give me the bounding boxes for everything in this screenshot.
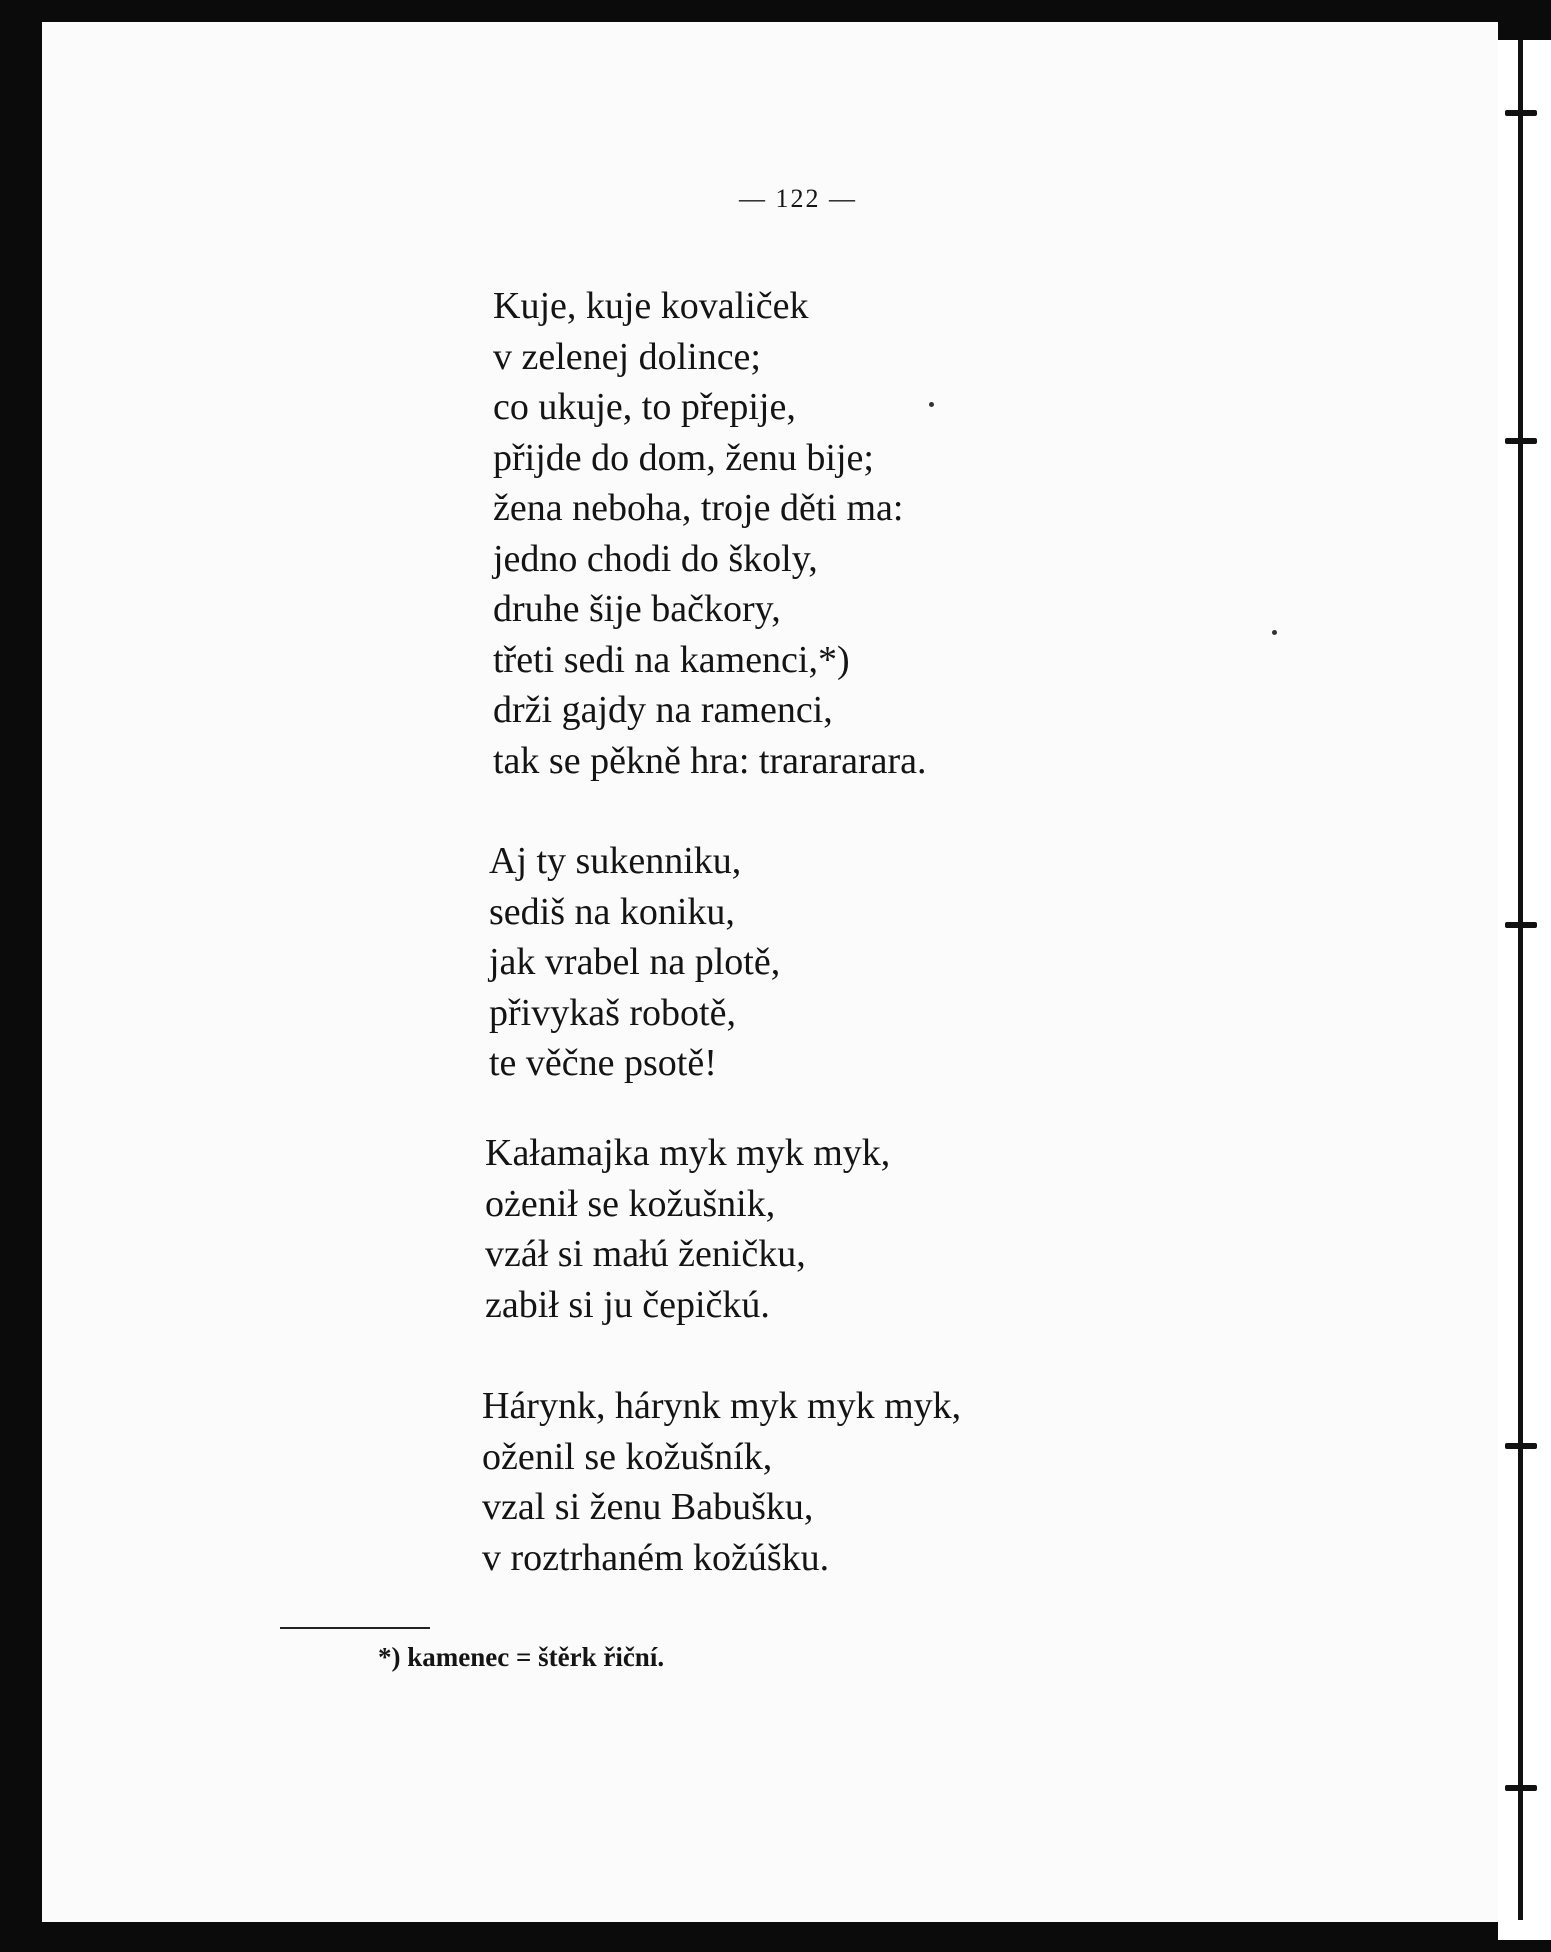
binding-knot xyxy=(1505,438,1537,444)
verse-line: v zelenej dolince; xyxy=(493,335,761,378)
verse-line: žena neboha, troje děti ma: xyxy=(493,487,904,529)
verse-line: Kałamajka myk myk myk, xyxy=(485,1132,891,1174)
verse-line: zabił si ju čepičkú. xyxy=(485,1283,770,1326)
verse-line: oženil se kožušník, xyxy=(482,1435,773,1478)
verse-line: co ukuje, to přepije, xyxy=(493,386,796,428)
stanza xyxy=(482,1381,961,1583)
verse-line: Aj ty sukenniku, xyxy=(489,840,742,882)
binding-knot xyxy=(1505,1785,1537,1791)
footnote-rule xyxy=(280,1627,430,1629)
verse-line: vzal si ženu Babušku, xyxy=(482,1486,814,1528)
stanza xyxy=(489,836,780,1089)
footnote: *) kamenec = štěrk řiční. xyxy=(378,1642,665,1672)
scan-speck xyxy=(1272,630,1277,635)
stanza xyxy=(485,1128,890,1330)
page-binding-edge xyxy=(1498,40,1551,1940)
verse-line: Kuje, kuje kovaliček xyxy=(493,285,809,327)
verse-line: sediš na koniku, xyxy=(489,890,735,933)
verse-line: třeti sedi na kamenci,*) xyxy=(493,638,850,681)
verse-line: jedno chodi do školy, xyxy=(493,537,818,580)
verse-line: v roztrhaném kožúšku. xyxy=(482,1536,830,1579)
binding-cord xyxy=(1518,40,1523,1920)
binding-knot xyxy=(1505,110,1537,116)
verse-line: druhe šije bačkory, xyxy=(493,588,781,630)
binding-knot xyxy=(1505,1443,1537,1449)
scan-border-top xyxy=(0,0,1551,22)
stanza xyxy=(493,281,927,786)
binding-knot xyxy=(1505,922,1537,928)
verse-line: vzáł si małú ženičku, xyxy=(485,1233,806,1275)
verse-line: přivykaš robotě, xyxy=(489,991,736,1034)
verse-line: drži gajdy na ramenci, xyxy=(493,689,833,731)
scan-speck xyxy=(929,402,934,407)
verse-line: jak vrabel na plotě, xyxy=(489,941,781,983)
verse-line: přijde do dom, ženu bije; xyxy=(493,436,874,479)
verse-line: te věčne psotě! xyxy=(489,1042,717,1084)
verse-line: Hárynk, hárynk myk myk myk, xyxy=(482,1385,962,1427)
verse-line: ożenił se kožušnik, xyxy=(485,1182,776,1225)
page-number: — 122 — xyxy=(739,184,857,213)
verse-line: tak se pěkně hra: trarararara. xyxy=(493,739,927,782)
